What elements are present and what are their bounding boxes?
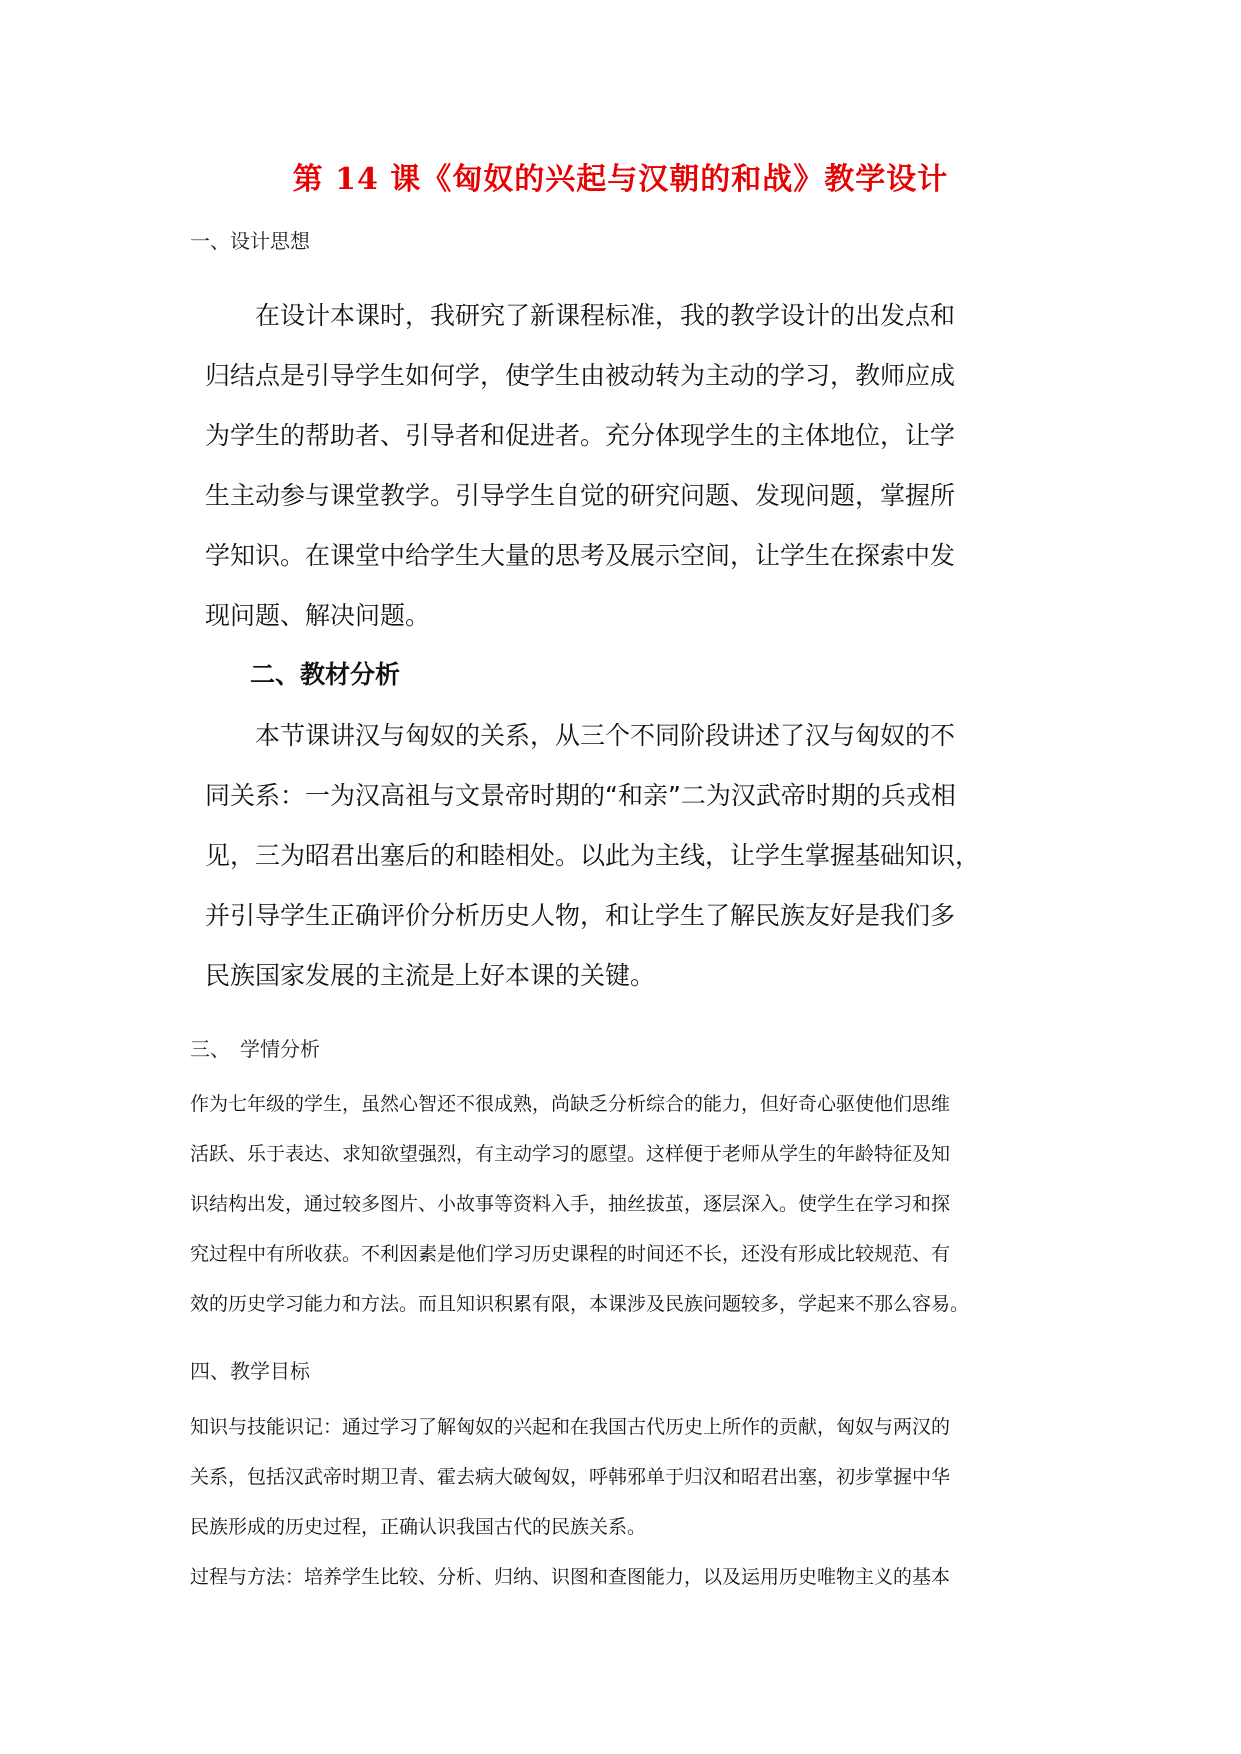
paragraph-line: 归结点是引导学生如何学，使学生由被动转为主动的学习，教师应成 [205,361,956,390]
paragraph-line: 关系，包括汉武帝时期卫青、霍去病大破匈奴，呼韩邪单于归汉和昭君出塞，初步掌握中华 [190,1466,951,1488]
document-title: 第 14 课《匈奴的兴起与汉朝的和战》教学设计 [292,162,949,197]
paragraph-line: 在设计本课时，我研究了新课程标准，我的教学设计的出发点和 [255,301,956,330]
paragraph-line: 学知识。在课堂中给学生大量的思考及展示空间，让学生在探索中发 [205,541,956,570]
paragraph-material-analysis [205,706,1005,1006]
paragraph-line: 并引导学生正确评价分析历史人物，和让学生了解民族友好是我们多 [205,901,956,930]
section-heading-teaching-goals: 四、教学目标 [190,1359,310,1383]
paragraph-design-idea [205,286,1005,646]
paragraph-line: 识结构出发，通过较多图片、小故事等资料入手，抽丝拔茧，逐层深入。使学生在学习和探 [190,1193,951,1215]
section-heading-material-analysis: 二、教材分析 [250,660,401,689]
paragraph-teaching-goals [190,1402,1050,1602]
paragraph-line: 作为七年级的学生，虽然心智还不很成熟，尚缺乏分析综合的能力，但好奇心驱使他们思维 [190,1093,951,1115]
section-heading-design-idea: 一、设计思想 [190,229,310,253]
paragraph-line: 生主动参与课堂教学。引导学生自觉的研究问题、发现问题，掌握所 [205,481,956,510]
paragraph-line: 见，三为昭君出塞后的和睦相处。以此为主线，让学生掌握基础知识， [205,841,981,870]
paragraph-line: 活跃、乐于表达、求知欲望强烈，有主动学习的愿望。这样便于老师从学生的年龄特征及知 [190,1143,951,1165]
paragraph-line: 究过程中有所收获。不利因素是他们学习历史课程的时间还不长，还没有形成比较规范、有 [190,1243,951,1265]
paragraph-line: 效的历史学习能力和方法。而且知识积累有限，本课涉及民族问题较多，学起来不那么容易。 [190,1293,970,1315]
paragraph-line: 民族国家发展的主流是上好本课的关键。 [205,961,656,990]
paragraph-line: 同关系：一为汉高祖与文景帝时期的“和亲”二为汉武帝时期的兵戎相 [205,781,956,810]
paragraph-line: 民族形成的历史过程，正确认识我国古代的民族关系。 [190,1516,647,1538]
paragraph-line: 本节课讲汉与匈奴的关系，从三个不同阶段讲述了汉与匈奴的不 [255,721,956,750]
paragraph-student-analysis [190,1079,1050,1329]
section-heading-student-analysis: 三、 学情分析 [190,1037,320,1061]
paragraph-line: 知识与技能识记：通过学习了解匈奴的兴起和在我国古代历史上所作的贡献，匈奴与两汉的 [190,1416,951,1438]
paragraph-line: 过程与方法：培养学生比较、分析、归纳、识图和查图能力，以及运用历史唯物主义的基本 [190,1566,951,1588]
paragraph-line: 现问题、解决问题。 [205,601,431,630]
paragraph-line: 为学生的帮助者、引导者和促进者。充分体现学生的主体地位，让学 [205,421,956,450]
